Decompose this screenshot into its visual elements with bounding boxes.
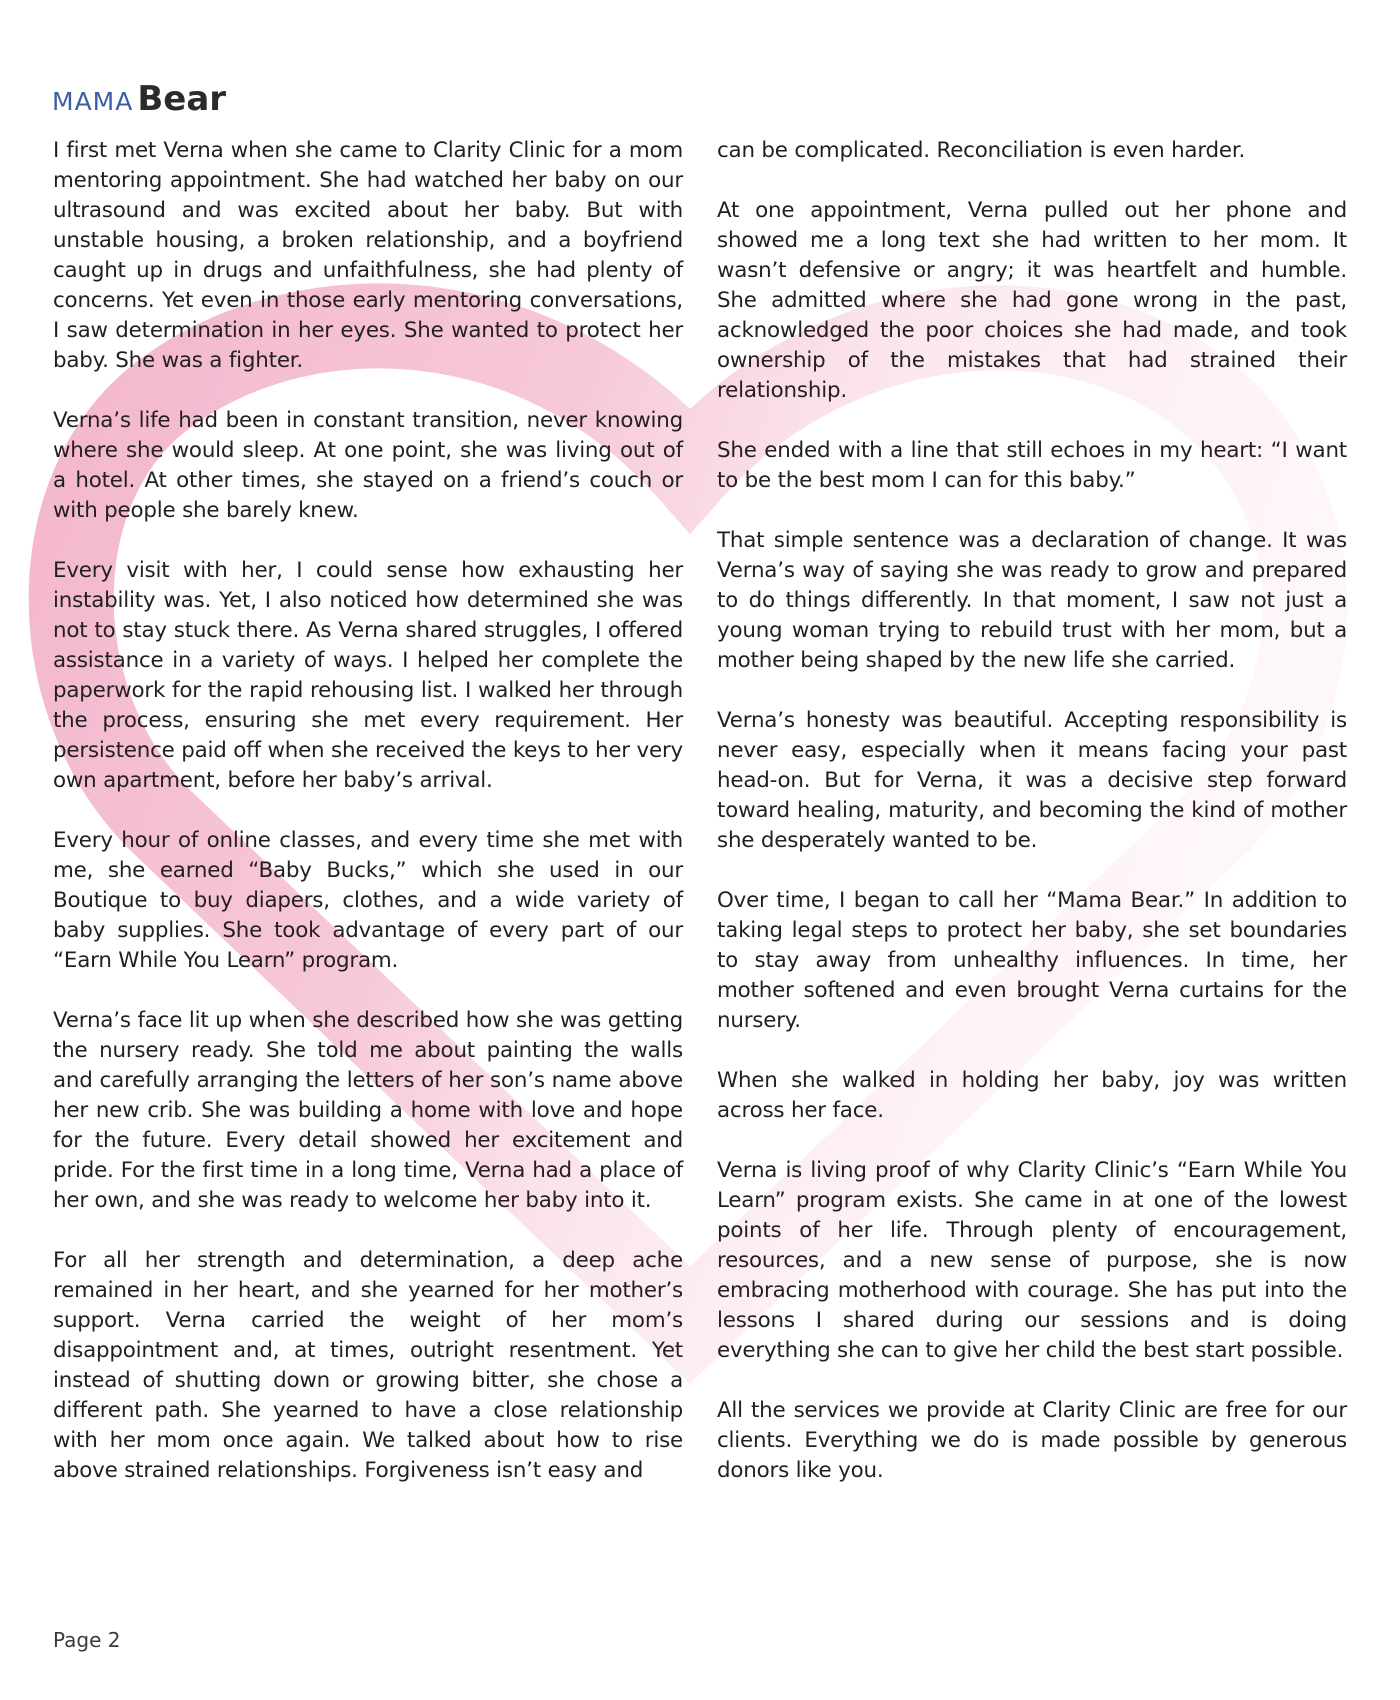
paragraph: She ended with a line that still echoes in my heart: “I want to be the best mom I can for this baby.” — [717, 438, 1347, 493]
paragraph: All the services we provide at Clarity Clinic are free for our clients. Everything we do is made possible by generous donors like you. — [717, 1398, 1347, 1483]
paragraph: can be complicated. Reconciliation is even harder. — [717, 138, 1246, 163]
paragraph: At one appointment, Verna pulled out her phone and showed me a long text she had written to her mom. It wasn’t defensive or angry; it was heartfelt and humble. She admitted where she had gone wrong in the past, acknowledged the poor choices she had made, and took ownership of the mistakes that had strained their relationship. — [717, 198, 1347, 403]
paragraph: Every visit with her, I could sense how exhausting her instability was. Yet, I also noticed how determined she was not to stay stuck there. As Verna shared struggles, I offered assistance in a variety of ways. I helped her complete the paperwork for the rapid rehousing list. I walked her through the process, ensuring she met every requirement. Her persistence paid off when she received the keys to her very own apartment, before her baby’s arrival. — [53, 558, 683, 793]
heading-title: Bear — [137, 79, 227, 119]
heading-kicker: MAMA — [52, 87, 134, 116]
left-column — [53, 136, 683, 1486]
paragraph: For all her strength and determination, a deep ache remained in her heart, and she yearned for her mother’s support. Verna carried the weight of her mom’s disappointment and, at times, outright resentment. Yet instead of shutting down or growing bitter, she chose a different path. She yearned to have a close relationship with her mom once again. We talked about how to rise above strained relationships. Forgiveness isn’t easy and — [53, 1248, 683, 1483]
paragraph: Verna’s honesty was beautiful. Accepting responsibility is never easy, especially when it means facing your past head-on. But for Verna, it was a decisive step forward toward healing, maturity, and becoming the kind of mother she desperately wanted to be. — [717, 708, 1347, 853]
paragraph: Every hour of online classes, and every time she met with me, she earned “Baby Bucks,” which she used in our Boutique to buy diapers, clothes, and a wide variety of baby supplies. She took advantage of every part of our “Earn While You Learn” program. — [53, 828, 683, 973]
article-heading — [52, 79, 227, 119]
right-column — [717, 136, 1347, 1486]
paragraph: I first met Verna when she came to Clarity Clinic for a mom mentoring appointment. She had watched her baby on our ultrasound and was excited about her baby. But with unstable housing, a broken relationship, and a boyfriend caught up in drugs and unfaithfulness, she had plenty of concerns. Yet even in those early mentoring conversations, I saw determination in her eyes. She wanted to protect her baby. She was a fighter. — [53, 138, 683, 373]
paragraph: Over time, I began to call her “Mama Bear.” In addition to taking legal steps to protect her baby, she set boundaries to stay away from unhealthy influences. In time, her mother softened and even brought Verna curtains for the nursery. — [717, 888, 1347, 1033]
paragraph: Verna’s life had been in constant transition, never knowing where she would sleep. At one point, she was living out of a hotel. At other times, she stayed on a friend’s couch or with people she barely knew. — [53, 408, 683, 523]
paragraph: That simple sentence was a declaration of change. It was Verna’s way of saying she was ready to grow and prepared to do things differently. In that moment, I saw not just a young woman trying to rebuild trust with her mom, but a mother being shaped by the new life she carried. — [717, 528, 1347, 673]
paragraph: Verna is living proof of why Clarity Clinic’s “Earn While You Learn” program exists. She came in at one of the lowest points of her life. Through plenty of encouragement, resources, and a new sense of purpose, she is now embracing motherhood with courage. She has put into the lessons I shared during our sessions and is doing everything she can to give her child the best start possible. — [717, 1158, 1347, 1363]
page-number: Page 2 — [53, 1628, 121, 1652]
paragraph: When she walked in holding her baby, joy was written across her face. — [717, 1068, 1347, 1123]
paragraph: Verna’s face lit up when she described how she was getting the nursery ready. She told me about painting the walls and carefully arranging the letters of her son’s name above her new crib. She was building a home with love and hope for the future. Every detail showed her excitement and pride. For the first time in a long time, Verna had a place of her own, and she was ready to welcome her baby into it. — [53, 1008, 683, 1213]
